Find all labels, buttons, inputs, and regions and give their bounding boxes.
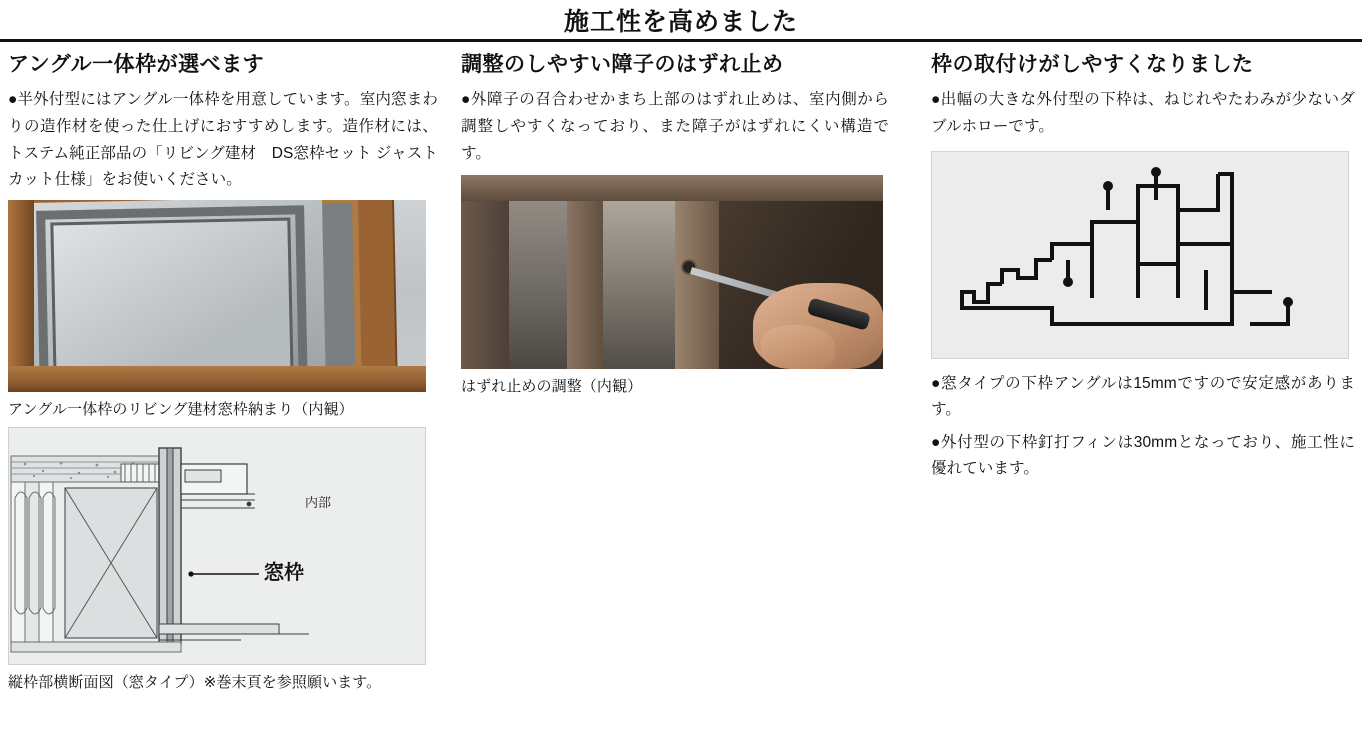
section-label-window-frame: 窓枠 [264, 562, 304, 585]
figure-section-caption: 縦枠部横断面図（窓タイプ）※巻末頁を参照願います。 [8, 674, 382, 692]
figure-stopper-adjustment-photo [461, 175, 883, 369]
column-middle [461, 52, 889, 399]
figure-vertical-section-drawing [8, 427, 426, 665]
wood-trim-bottom-shape [8, 366, 426, 392]
wood-trim-left-shape [8, 200, 34, 392]
column-middle-paragraph-1: ●外障子の召合わせかまち上部のはずれ止めは、室内側から調整しやすくなっており、また障子がはずれにくい構造です。 [461, 91, 889, 162]
window-sash-inner-shape [50, 217, 293, 384]
photo-panel-left-shape [461, 175, 509, 369]
column-right-paragraph-1: ●出幅の大きな外付型の下枠は、ねじれやたわみが少ないダブルホローです。 [931, 91, 1355, 135]
column-right-paragraph-2: ●窓タイプの下枠アングルは15mmですので安定感があります。 [931, 374, 1355, 419]
column-right [931, 52, 1355, 489]
column-right-title: 枠の取付けがしやすくなりました [931, 53, 1254, 76]
figure-angle-frame-caption: アングル一体枠のリビング建材窓枠納まり（内観） [8, 400, 354, 418]
column-left-title: アングル一体枠が選べます [8, 53, 265, 76]
column-right-paragraph-3: ●外付型の下枠釘打フィンは30mmとなっており、施工性に優れています。 [931, 433, 1355, 478]
figure-sill-profile-drawing [931, 151, 1349, 359]
column-left [8, 52, 438, 695]
column-middle-title: 調整のしやすい障子のはずれ止め [461, 53, 784, 76]
photo-head-rail-shape [461, 175, 883, 201]
photo-glass-right-shape [603, 175, 675, 369]
figure-angle-frame-photo [8, 200, 426, 392]
column-left-paragraph-1: ●半外付型にはアングル一体枠を用意しています。室内窓まわりの造作材を使った仕上げにおすすめします。造作材には、トステム純正部品の「リビング建材 DS窓枠セット ジャストカット仕様」をお使いください。 [8, 91, 438, 189]
figure-stopper-caption: はずれ止めの調整（内観） [461, 378, 643, 396]
thumb-shape [761, 325, 835, 369]
sill-profile-svg [932, 152, 1348, 358]
photo-glass-left-shape [509, 175, 567, 369]
page-header [0, 0, 1362, 42]
section-drawing-svg [9, 428, 425, 664]
page-title: 施工性を高めました [563, 8, 798, 36]
section-label-inner: 内部 [305, 495, 332, 511]
photo-mullion-shape [567, 175, 603, 369]
